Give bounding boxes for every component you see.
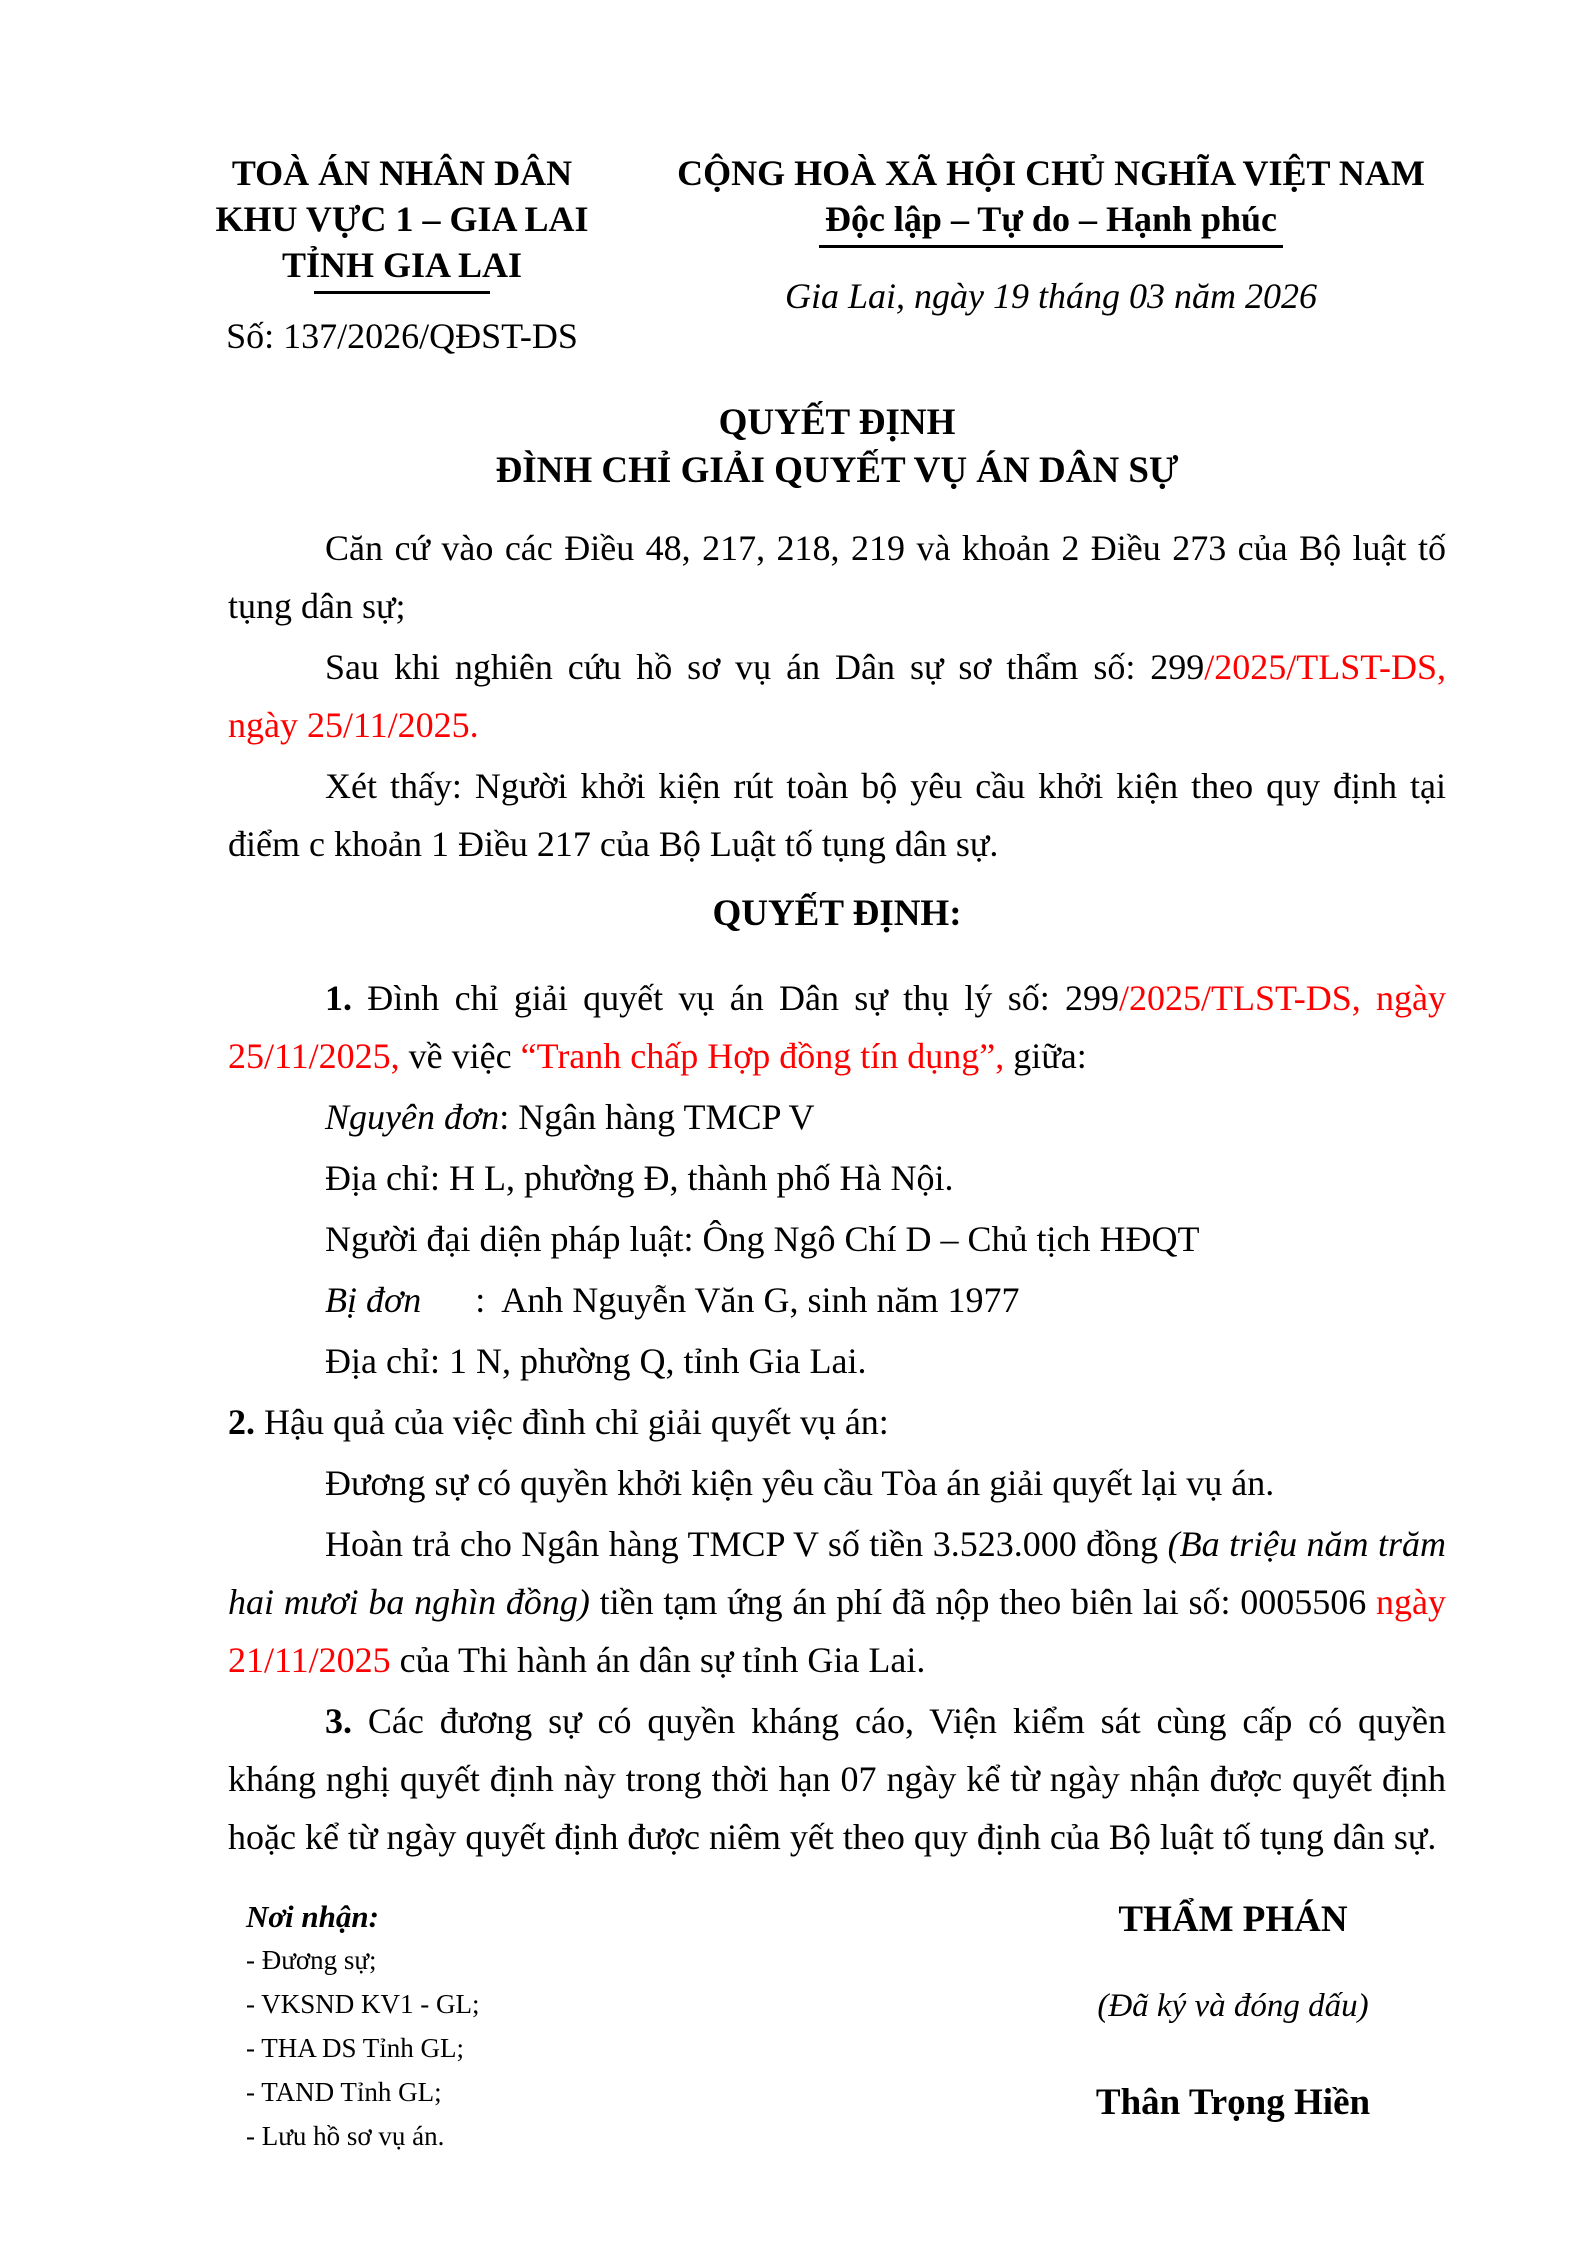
decision-section-heading: QUYẾT ĐỊNH: <box>712 893 962 934</box>
decision-item-3-appeal <box>228 1692 1446 1866</box>
text-segment: : Anh Nguyễn Văn G, sinh năm 1977 <box>421 1280 1020 1320</box>
text-segment: tiền tạm ứng án phí đã nộp theo biên lai số: 0005506 <box>589 1582 1377 1622</box>
text-segment: Đương sự có quyền khởi kiện yêu cầu Tòa án giải quyết lại vụ án. <box>325 1463 1275 1503</box>
decision-item-2-heading <box>228 1393 1446 1451</box>
signature-note: (Đã ký và đóng dấu) <box>1097 1988 1369 2024</box>
text-segment: 3. <box>325 1701 352 1741</box>
text-segment: Xét thấy: Người khởi kiện rút toàn bộ yêu cầu khởi kiện theo quy định tại điểm c khoản 1 Điều 217 của Bộ Luật tố tụng dân sự. <box>228 766 1446 864</box>
document-content <box>0 399 1586 1866</box>
court-name-line1: TOÀ ÁN NHÂN DÂN <box>231 153 573 193</box>
text-segment: Hậu quả của việc đình chỉ giải quyết vụ án: <box>255 1402 889 1442</box>
recipient-item: - THA DS Tỉnh GL; <box>246 2033 465 2063</box>
text-segment: Sau khi nghiên cứu hồ sơ vụ án Dân sự sơ thẩm số: 299 <box>325 647 1205 687</box>
motto-underlined-text: Độc lập – Tự do – Hạnh phúc <box>819 196 1283 248</box>
text-segment: /2025/TLST-DS, ngày 25/11/2025. <box>228 647 1446 745</box>
recipient-item: - VKSND KV1 - GL; <box>246 1989 480 2019</box>
recipient-item: - Lưu hồ sơ vụ án. <box>246 2121 445 2151</box>
paragraph-legal-basis <box>228 519 1446 635</box>
national-motto-line1: CỘNG HOÀ XÃ HỘI CHỦ NGHĨA VIỆT NAM <box>677 153 1425 193</box>
recipient-item: - Đương sự; <box>246 1945 377 1975</box>
recipients-list <box>246 1938 480 2158</box>
text-segment: Người đại diện pháp luật: Ông Ngô Chí D – Chủ tịch HĐQT <box>325 1219 1200 1259</box>
place-date-line: Gia Lai, ngày 19 tháng 03 năm 2026 <box>784 276 1317 316</box>
text-segment: “Tranh chấp Hợp đồng tín dụng”, <box>520 1036 1005 1076</box>
text-segment: (Ba triệu năm trăm hai mươi ba nghìn đồng) <box>228 1524 1446 1622</box>
text-segment: về việc <box>399 1036 521 1076</box>
text-segment: Địa chỉ: H L, phường Đ, thành phố Hà Nội. <box>325 1158 954 1198</box>
document-number: Số: 137/2026/QĐST-DS <box>226 316 578 356</box>
document-footer <box>0 1896 1586 2158</box>
text-segment: của Thi hành án dân sự tỉnh Gia Lai. <box>390 1640 926 1680</box>
document-title-line1: QUYẾT ĐỊNH <box>718 402 956 443</box>
judge-title: THẨM PHÁN <box>1118 1899 1348 1940</box>
text-segment: giữa: <box>1004 1036 1087 1076</box>
plaintiff-representative-line <box>228 1210 1446 1268</box>
signature-block <box>998 1896 1468 2158</box>
text-segment: Nguyên đơn <box>325 1097 500 1137</box>
court-name-block <box>162 150 642 357</box>
decision-item-2-fee-refund <box>228 1515 1446 1689</box>
document-header <box>0 0 1586 357</box>
text-segment: Bị đơn <box>325 1280 422 1320</box>
defendant-address-line <box>228 1332 1446 1390</box>
text-segment: : Ngân hàng TMCP V <box>499 1097 815 1137</box>
national-motto-line2 <box>642 196 1460 248</box>
plaintiff-address-line <box>228 1149 1446 1207</box>
plaintiff-line <box>228 1088 1446 1146</box>
judge-name: Thân Trọng Hiền <box>1095 2082 1371 2123</box>
paragraph-case-file <box>228 638 1446 754</box>
text-segment: /2025/TLST-DS, ngày 25/11/2025, <box>228 978 1446 1076</box>
document-title <box>228 399 1446 495</box>
national-motto-block <box>642 150 1460 357</box>
text-segment: Đình chỉ giải quyết vụ án Dân sự thụ lý số: 299 <box>352 978 1120 1018</box>
paragraph-findings <box>228 757 1446 873</box>
decision-item-2-right-to-sue <box>228 1454 1446 1512</box>
recipient-item: - TAND Tỉnh GL; <box>246 2077 442 2107</box>
text-segment: Các đương sự có quyền kháng cáo, Viện kiểm sát cùng cấp có quyền kháng nghị quyết định này trong thời hạn 07 ngày kể từ ngày nhận được quyết định hoặc kể từ ngày quyết định được niêm yết theo quy định của Bộ luật tố tụng dân sự. <box>228 1701 1446 1857</box>
recipients-block <box>246 1896 480 2158</box>
text-segment: 2. <box>228 1402 255 1442</box>
text-segment: Hoàn trả cho Ngân hàng TMCP V số tiền 3.523.000 đồng <box>325 1524 1168 1564</box>
text-segment: Căn cứ vào các Điều 48, 217, 218, 219 và khoản 2 Điều 273 của Bộ luật tố tụng dân sự; <box>228 528 1446 626</box>
text-segment: Địa chỉ: 1 N, phường Q, tỉnh Gia Lai. <box>325 1341 867 1381</box>
court-name-line2: KHU VỰC 1 – GIA LAI <box>215 199 589 239</box>
court-name-underline <box>314 291 490 294</box>
decision-item-1 <box>228 969 1446 1085</box>
text-segment: ngày 21/11/2025 <box>228 1582 1447 1680</box>
recipients-label: Nơi nhận: <box>246 1899 379 1934</box>
text-segment: 1. <box>325 978 352 1018</box>
court-name-line3: TỈNH GIA LAI <box>281 245 523 285</box>
defendant-line <box>228 1271 1446 1329</box>
document-title-line2: ĐÌNH CHỈ GIẢI QUYẾT VỤ ÁN DÂN SỰ <box>495 450 1179 491</box>
